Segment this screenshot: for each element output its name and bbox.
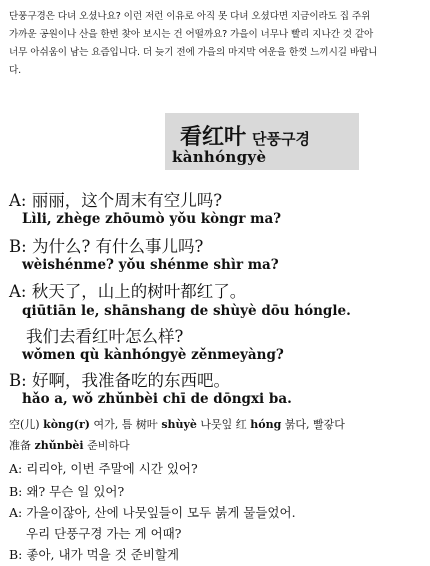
intro-line: 가까운 공원이나 산을 한번 찾아 보시는 건 어떨까요? 가을이 너무나 빨리 지나간 것 같아: [9, 29, 374, 40]
speaker-label: A:: [9, 191, 27, 210]
intro-line: 너무 아쉬움이 남는 요즘입니다. 더 늦기 전에 가을의 마지막 여운을 한껏 느끼시길 바랍니: [9, 47, 378, 58]
dialogue-line-2: [9, 233, 203, 257]
translation-text: 가을이잖아, 산에 나뭇잎들이 모두 붉게 물들었어.: [26, 505, 296, 520]
vocab-line-2: [9, 437, 130, 453]
translation-line-1: [9, 459, 198, 477]
speaker-label: A:: [9, 461, 23, 476]
pinyin-line-4: wǒmen qù kànhóngyè zěnmeyàng?: [22, 347, 284, 363]
speaker-label: B:: [9, 547, 23, 562]
vocab-word: 空(儿): [9, 418, 44, 431]
title-chinese: 看红叶: [180, 124, 247, 150]
chinese-text: 为什么? 有什么事儿吗?: [31, 237, 204, 256]
vocab-pinyin: hóng: [250, 418, 282, 431]
translation-line-2: [9, 482, 124, 500]
title-korean: 단풍구경: [252, 130, 310, 148]
dialogue-line-1: [9, 187, 222, 211]
vocab-meaning: 붉다, 빨갛다: [281, 418, 345, 431]
vocab-meaning: 나뭇잎 红: [196, 418, 251, 431]
speaker-label: B:: [9, 484, 23, 499]
vocab-meaning: 여가, 틈 树叶: [89, 418, 162, 431]
speaker-label: B:: [9, 237, 27, 256]
vocab-pinyin: kòng(r): [43, 418, 90, 431]
chinese-text: 丽丽，这个周末有空儿吗?: [31, 191, 223, 210]
intro-paragraph: [9, 8, 423, 80]
vocab-pinyin: shùyè: [161, 418, 197, 431]
translation-text: 왜? 무슨 일 있어?: [26, 484, 125, 499]
speaker-label: A:: [9, 505, 23, 520]
speaker-label: B:: [9, 371, 27, 390]
dialogue-line-4: 我们去看红叶怎么样?: [26, 327, 184, 346]
pinyin-line-1: Lìli, zhège zhōumò yǒu kòngr ma?: [22, 211, 282, 227]
vocab-meaning: 준비하다: [83, 439, 130, 452]
translation-line-5: [9, 545, 179, 563]
intro-line: 다.: [9, 65, 22, 76]
dialogue-line-3: [9, 278, 246, 302]
chinese-text: 秋天了，山上的树叶都红了。: [31, 282, 247, 301]
translation-line-4: 우리 단풍구경 가는 게 어때?: [26, 526, 182, 541]
translation-text: 좋아, 내가 먹을 것 준비할게: [26, 547, 180, 562]
vocab-pinyin: zhǔnbèi: [34, 439, 84, 452]
dialogue-line-5: [9, 367, 230, 391]
translation-text: 리리야, 이번 주말에 시간 있어?: [26, 461, 198, 476]
intro-line: 단풍구경은 다녀 오셨나요? 이런 저런 이유로 아직 못 다녀 오셨다면 지금이라도 집 주위: [9, 11, 371, 22]
chinese-text: 好啊，我准备吃的东西吧。: [31, 371, 230, 390]
pinyin-line-2: wèishénme? yǒu shénme shìr ma?: [22, 257, 279, 273]
lesson-title: [180, 120, 310, 151]
vocab-line-1: [9, 416, 345, 432]
title-pinyin: kànhóngyè: [172, 148, 267, 166]
pinyin-line-5: hǎo a, wǒ zhǔnbèi chī de dōngxi ba.: [22, 391, 292, 407]
pinyin-line-3: qiūtiān le, shānshang de shùyè dōu hóngle.: [22, 303, 351, 319]
vocab-word: 准备: [9, 439, 35, 452]
speaker-label: A:: [9, 282, 27, 301]
translation-line-3: [9, 503, 296, 521]
